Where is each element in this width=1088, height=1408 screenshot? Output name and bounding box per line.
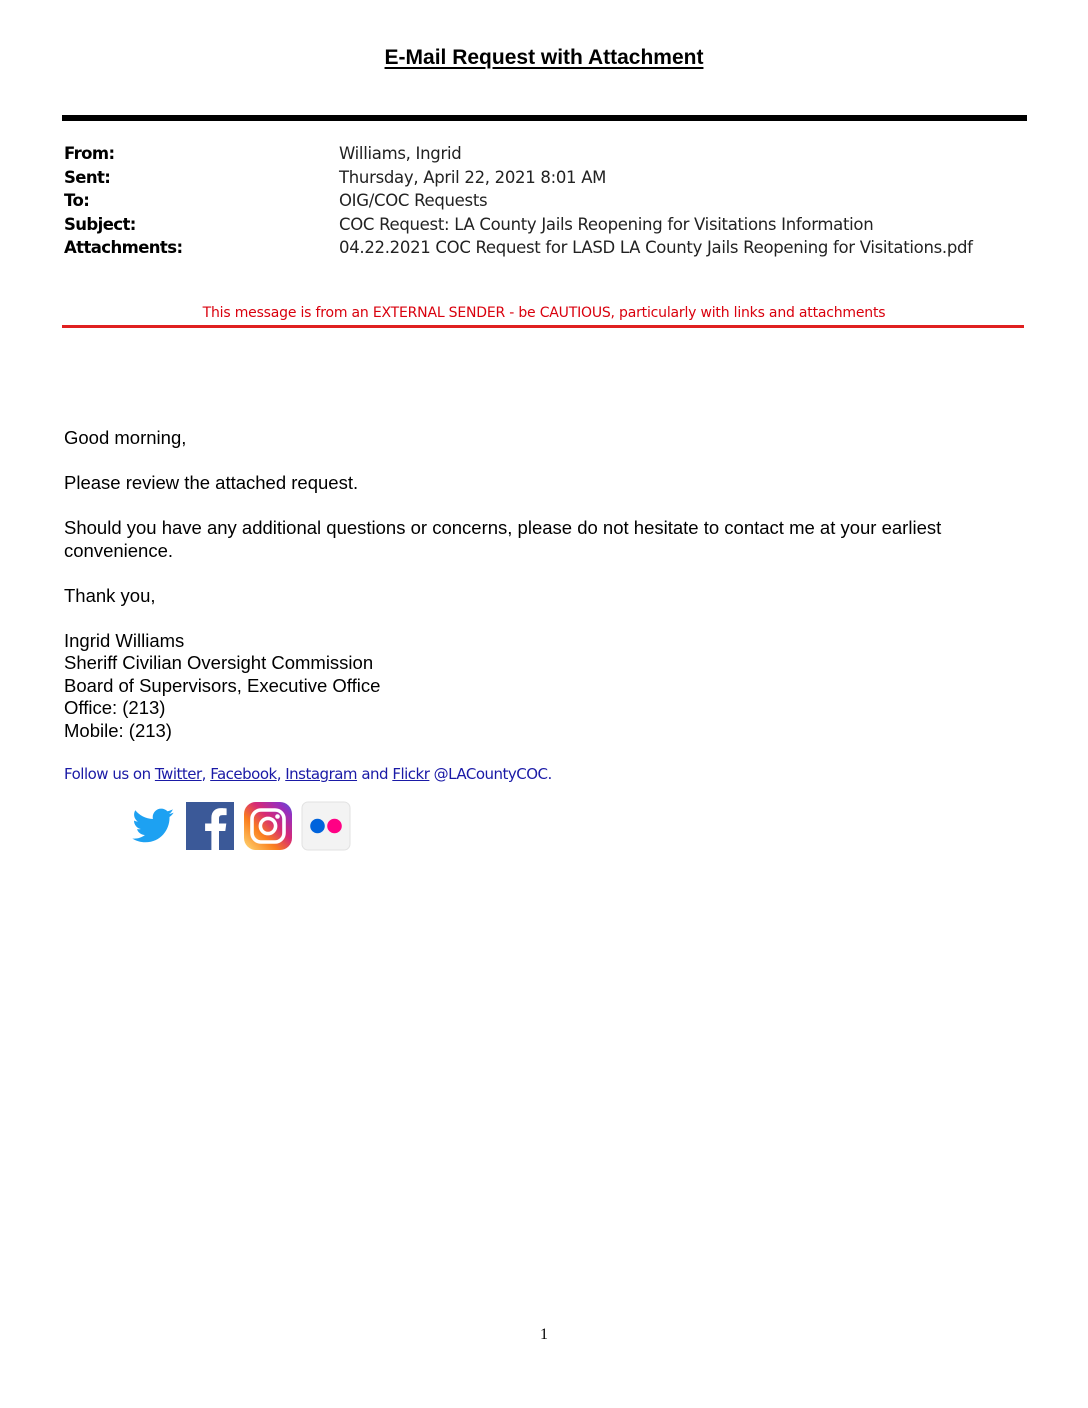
instagram-icon[interactable]: [243, 801, 293, 851]
email-body: [64, 427, 1024, 742]
greeting: Good morning,: [64, 427, 187, 448]
social-follow-line: [64, 765, 552, 783]
header-value-attachments: 04.22.2021 COC Request for LASD LA County Jails Reopening for Visitations.pdf: [339, 238, 973, 257]
body-paragraph-1: Please review the attached request.: [64, 472, 359, 493]
header-row-from: [64, 142, 1044, 166]
external-sender-warning: This message is from an EXTERNAL SENDER - be CAUTIOUS, particularly with links and attachments: [202, 305, 886, 321]
header-value-subject: COC Request: LA County Jails Reopening for Visitations Information: [339, 214, 874, 234]
closing: Thank you,: [64, 584, 156, 606]
signature-name: Ingrid Williams: [64, 629, 185, 651]
separator: ,: [276, 765, 286, 783]
body-paragraph-2: Should you have any additional questions or concerns, please do not hesitate to contact me at your earliest convenience.: [64, 517, 942, 561]
header-value-to: OIG/COC Requests: [339, 191, 488, 210]
facebook-link[interactable]: Facebook: [210, 765, 277, 783]
twitter-link[interactable]: Twitter: [154, 765, 202, 783]
header-row-to: [64, 189, 1044, 213]
instagram-link[interactable]: Instagram: [285, 765, 358, 783]
warning-divider: [62, 325, 1024, 328]
header-row-subject: [64, 213, 1044, 237]
header-label: From:: [64, 144, 115, 163]
header-value-sent: Thursday, April 22, 2021 8:01 AM: [339, 167, 607, 187]
signature-org: Sheriff Civilian Oversight Commission: [64, 652, 374, 673]
signature-dept: Board of Supervisors, Executive Office: [64, 674, 381, 696]
header-row-sent: [64, 166, 1044, 190]
document-title: E-Mail Request with Attachment: [384, 46, 704, 69]
header-label: Sent:: [64, 167, 111, 187]
twitter-icon[interactable]: [128, 801, 178, 851]
header-row-attachments: [64, 236, 1044, 260]
signature-mobile: Mobile: (213): [64, 719, 172, 741]
social-handle: @LACountyCOC.: [429, 765, 552, 783]
header-value-from: Williams, Ingrid: [339, 144, 462, 163]
separator: ,: [201, 765, 211, 783]
header-label: To:: [64, 191, 90, 210]
flickr-link[interactable]: Flickr: [392, 765, 430, 783]
page-number: 1: [540, 1326, 548, 1343]
flickr-icon[interactable]: [301, 801, 351, 851]
email-headers: [64, 142, 1044, 260]
signature-office: Office: (213): [64, 697, 166, 718]
signature-block: [64, 630, 1024, 743]
follow-prefix: Follow us on: [64, 765, 155, 783]
header-label: Attachments:: [64, 238, 183, 257]
and-text: and: [357, 765, 393, 783]
facebook-icon[interactable]: [185, 801, 235, 851]
header-label: Subject:: [64, 214, 136, 234]
header-divider: [62, 115, 1027, 121]
